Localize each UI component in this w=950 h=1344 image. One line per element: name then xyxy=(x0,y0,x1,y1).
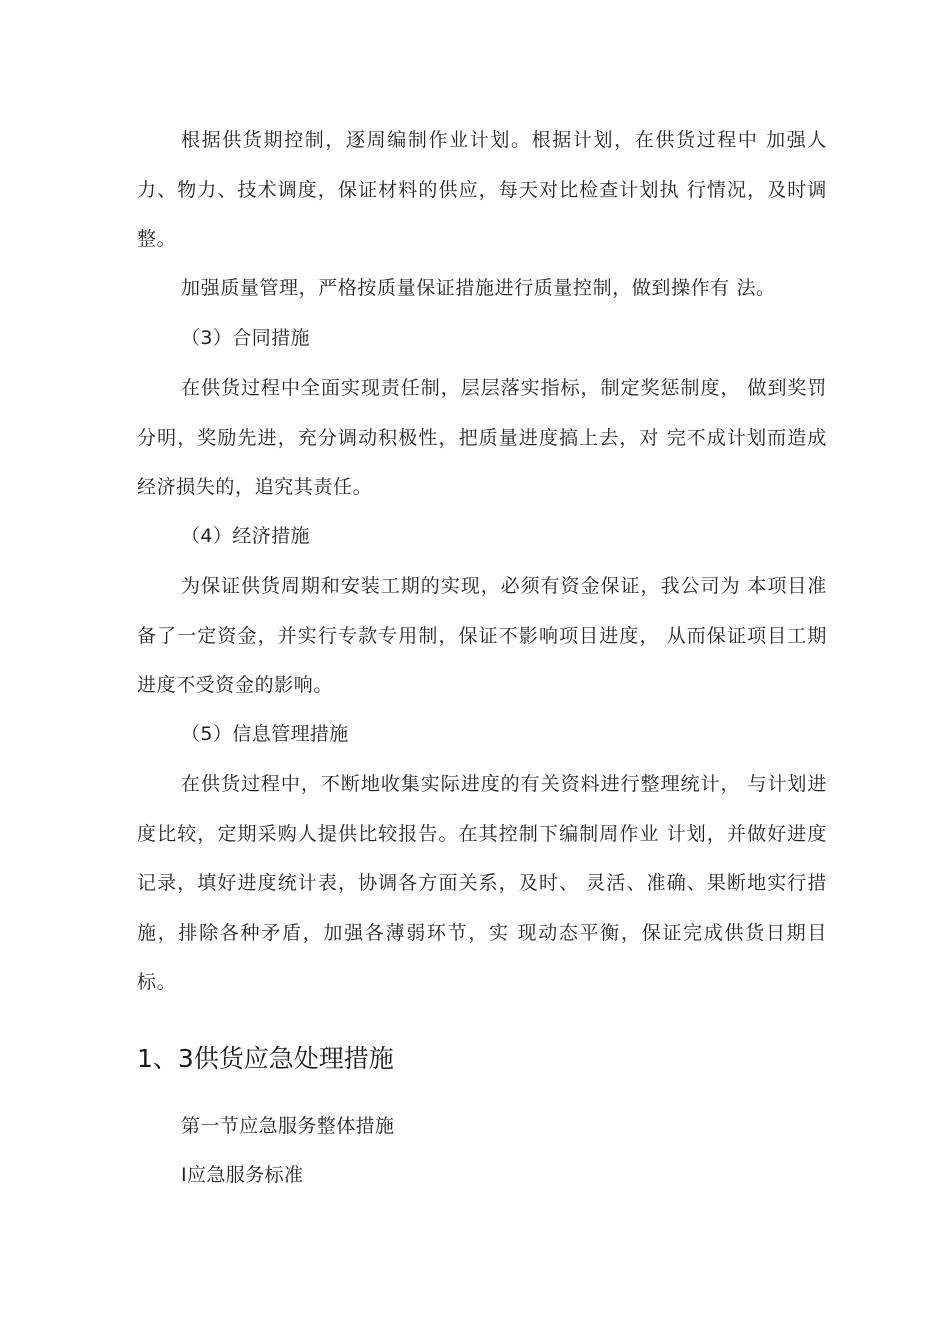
section-heading: 1、3供货应急处理措施 xyxy=(137,1044,394,1073)
subheading-contract-measures: （3）合同措施 xyxy=(181,327,310,349)
chapter-title: 第一节应急服务整体措施 xyxy=(181,1115,395,1137)
paragraph-contract-measures: 在供货过程中全面实现责任制，层层落实指标，制定奖惩制度， 做到奖罚分明，奖励先进，充分调动积极性，把质量进度搞上去，对 完不成计划而造成经济损失的，追究其责任。 xyxy=(137,377,827,498)
paragraph-schedule-control: 根据供货期控制，逐周编制作业计划。根据计划，在供货过程中 加强人力、物力、技术调度，保证材料的供应，每天对比检查计划执 行情况，及时调整。 xyxy=(137,129,827,250)
paragraph-quality-management: 加强质量管理，严格按质量保证措施进行质量控制，做到操作有 法。 xyxy=(181,277,776,299)
subheading-information-management: （5）信息管理措施 xyxy=(181,723,349,745)
subheading-economic-measures: （4）经济措施 xyxy=(181,525,310,547)
paragraph-information-management: 在供货过程中，不断地收集实际进度的有关资料进行整理统计， 与计划进度比较，定期采购人提供比较报告。在其控制下编制周作业 计划，并做好进度记录，填好进度统计表，协调各方面关系，及时、 灵活、准确、果断地实行措施，排除各种矛盾，加强各薄弱环节，实 现动态平衡，保证完成供货日期目标。 xyxy=(137,773,827,993)
item-title: Ⅰ应急服务标准 xyxy=(181,1164,304,1186)
paragraph-economic-measures: 为保证供货周期和安装工期的实现，必须有资金保证，我公司为 本项目准备了一定资金，并实行专款专用制，保证不影响项目进度， 从而保证项目工期进度不受资金的影响。 xyxy=(137,575,827,696)
